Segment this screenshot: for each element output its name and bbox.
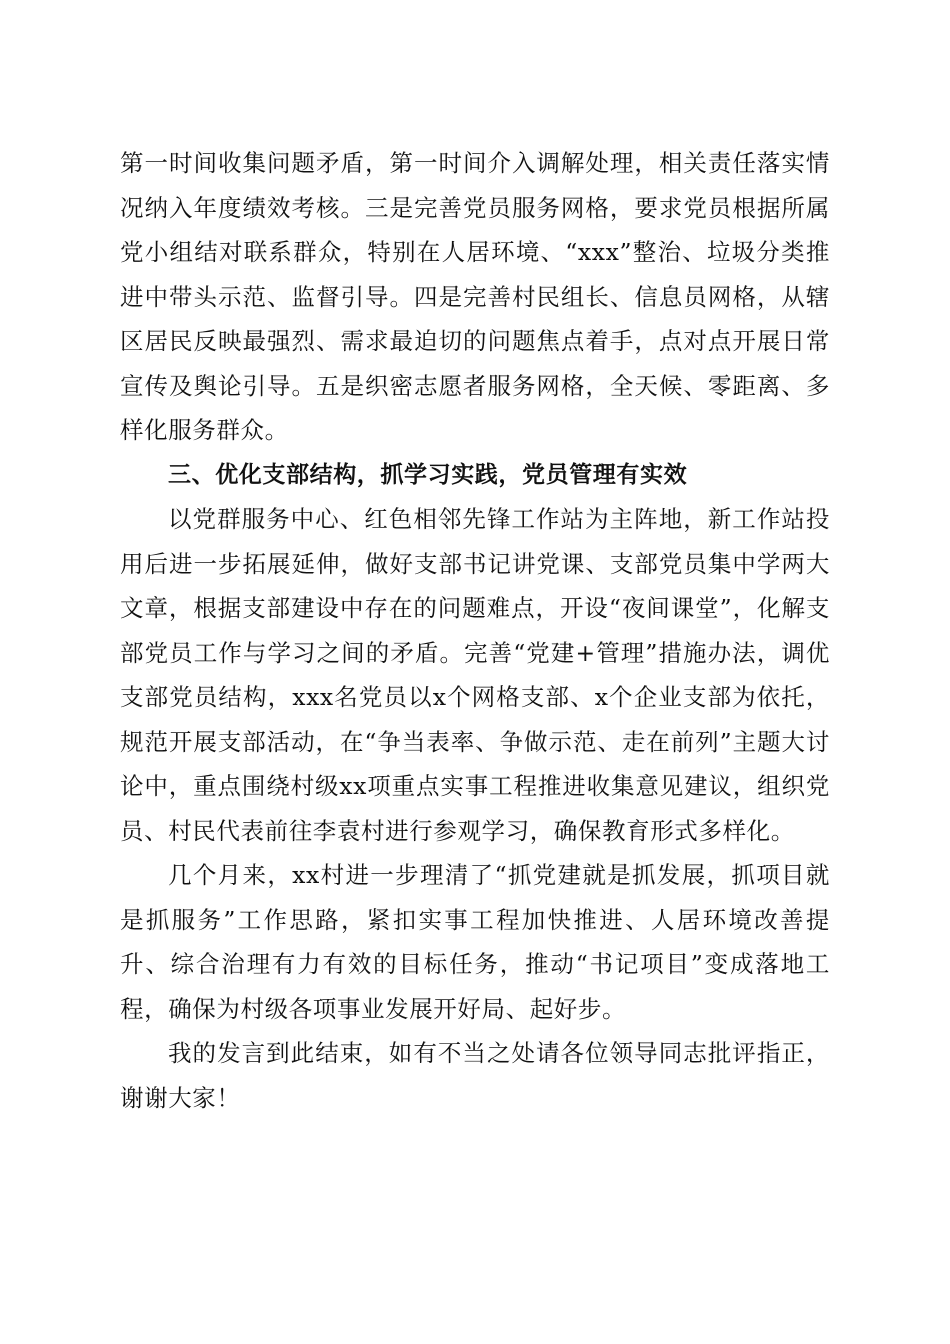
- paragraph-closing: 我的发言到此结束，如有不当之处请各位领导同志批评指正，谢谢大家！: [120, 1039, 830, 1112]
- paragraph-branch-structure: 以党群服务中心、红色相邻先锋工作站为主阵地，新工作站投用后进一步拓展延伸，做好支部书记讲党课、支部党员集中学两大文章，根据支部建设中存在的问题难点，开设“夜间课堂”，化解支部党员工作与学习之间的矛盾。完善“党建+管理”措施办法，调优支部党员结构，xxx名党员以x个网格支部、x个企业支部为依托，规范开展支部活动，在“争当表率、争做示范、走在前列”主题大讨论中，重点围绕村级xx项重点实事工程推进收集意见建议，组织党员、村民代表前往李袁村进行参观学习，确保教育形式多样化。: [120, 505, 830, 845]
- paragraph-grid-management: 第一时间收集问题矛盾，第一时间介入调解处理，相关责任落实情况纳入年度绩效考核。三是完善党员服务网格，要求党员根据所属党小组结对联系群众，特别在人居环境、“xxx”整治、垃圾分类推进中带头示范、监督引导。四是完善村民组长、信息员网格，从辖区居民反映最强烈、需求最迫切的问题焦点着手，点对点开展日常宣传及舆论引导。五是织密志愿者服务网格，全天候、零距离、多样化服务群众。: [120, 149, 830, 444]
- document-body: [120, 141, 830, 1120]
- section-heading-3: 三、优化支部结构，抓学习实践，党员管理有实效: [168, 461, 688, 488]
- paragraph-summary: 几个月来，xx村进一步理清了“抓党建就是抓发展，抓项目就是抓服务”工作思路，紧扣实事工程加快推进、人居环境改善提升、综合治理有力有效的目标任务，推动“书记项目”变成落地工程，确保为村级各项事业发展开好局、起好步。: [120, 861, 830, 1023]
